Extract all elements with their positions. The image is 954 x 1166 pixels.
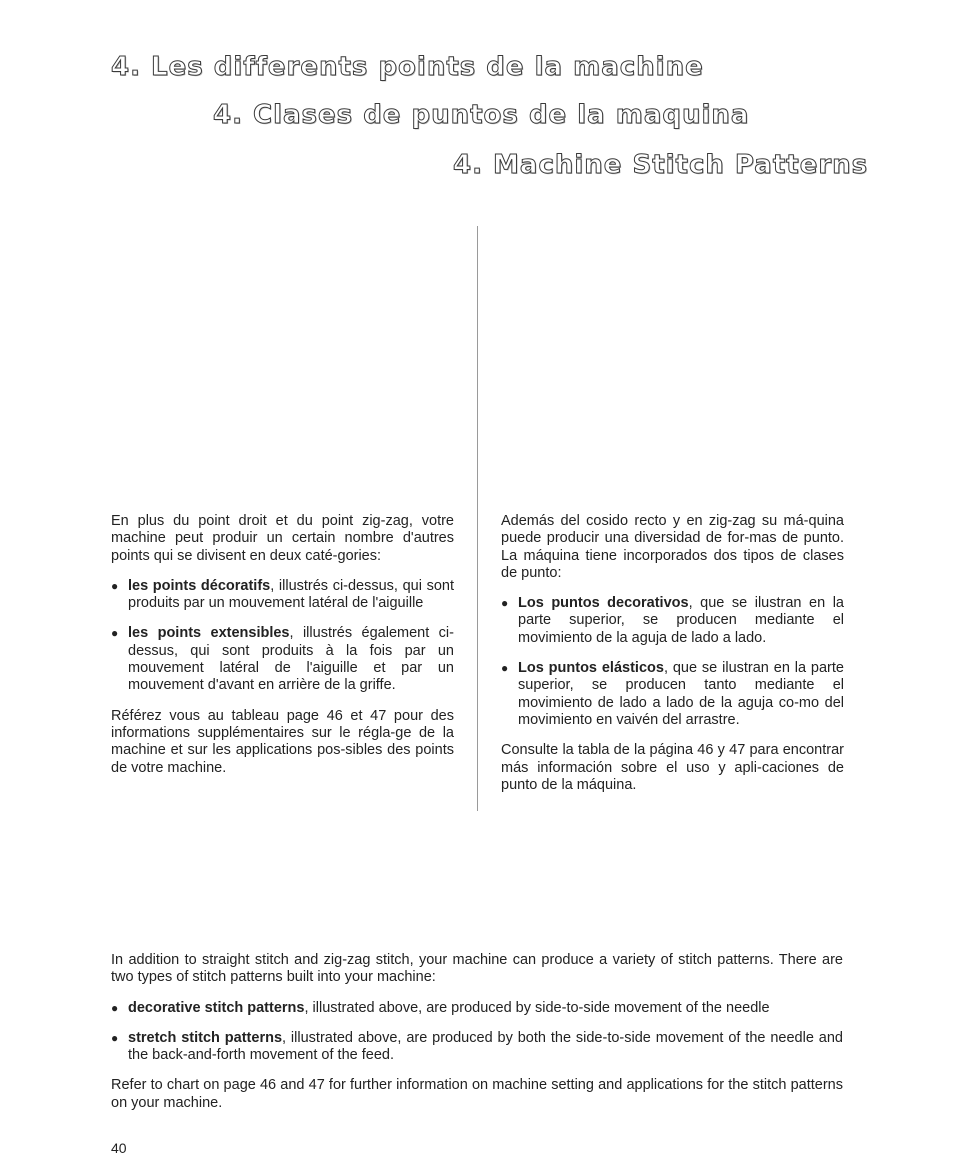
title-french: 4. Les differents points de la machine bbox=[111, 52, 704, 82]
spanish-bullet1-text: , que se ilustran en la parte superior, se producen mediante el movimiento de la aguja de lado a lado. bbox=[518, 595, 844, 646]
bullet-icon: ● bbox=[111, 1030, 119, 1045]
spanish-bullet-stretch bbox=[501, 660, 844, 729]
spanish-bullet-decorative bbox=[501, 595, 844, 647]
english-closing: Refer to chart on page 46 and 47 for further information on machine setting and applications for the stitch patterns on your machine. bbox=[111, 1077, 843, 1111]
spanish-bullet2-text: , que se ilustran en la parte superior, se producen tanto mediante el movimiento de lado a lado de la aguja co-mo del movimiento en vaivén del arrastre. bbox=[518, 660, 844, 728]
bullet-icon: ● bbox=[501, 596, 509, 611]
title-english: 4. Machine Stitch Patterns bbox=[453, 150, 869, 180]
bullet-icon: ● bbox=[501, 661, 509, 676]
french-bullet1-text: , illustrés ci-dessus, qui sont produits par un mouvement latéral de l'aiguille bbox=[128, 577, 454, 612]
bullet-icon: ● bbox=[111, 626, 119, 641]
french-closing: Référez vous au tableau page 46 et 47 pour des informations supplémentaires sur le régla-ge de la machine et sur les applications pos-sibles des points de votre machine. bbox=[111, 707, 454, 776]
english-intro: In addition to straight stitch and zig-zag stitch, your machine can produce a variety of stitch patterns. There are two types of stitch patterns built into your machine: bbox=[111, 952, 843, 986]
french-intro: En plus du point droit et du point zig-zag, votre machine peut produir un certain nombre d'autres points qui se divisent en deux caté-gories: bbox=[111, 513, 454, 564]
english-bullet-stretch bbox=[111, 1030, 843, 1065]
bullet-icon: ● bbox=[111, 1000, 119, 1015]
french-bullet-decorative bbox=[111, 578, 454, 613]
french-bullet2-term: les points extensibles bbox=[128, 625, 290, 642]
spanish-closing: Consulte la tabla de la página 46 y 47 para encontrar más información sobre el uso y apli-caciones de punto de la máquina. bbox=[501, 742, 844, 793]
french-column bbox=[111, 513, 454, 790]
english-section bbox=[111, 952, 843, 1125]
english-bullet2-term: stretch stitch patterns bbox=[128, 1029, 283, 1046]
english-bullet1-text: , illustrated above, are produced by side-to-side movement of the needle bbox=[304, 999, 770, 1016]
french-bullet2-text: , illustrés également ci-dessus, qui sont produits à la fois par un mouvement latéral de l'aiguille et par un mouvement d'avant en arrière de la griffe. bbox=[128, 625, 454, 694]
english-bullet-decorative bbox=[111, 1000, 843, 1017]
column-divider bbox=[477, 226, 478, 811]
bullet-icon: ● bbox=[111, 578, 119, 593]
page-number: 40 bbox=[111, 1140, 127, 1156]
french-bullet-stretch bbox=[111, 625, 454, 694]
spanish-bullet1-term: Los puntos decorativos bbox=[518, 595, 689, 612]
english-bullet1-term: decorative stitch patterns bbox=[128, 999, 305, 1016]
spanish-column bbox=[501, 513, 844, 807]
spanish-intro: Además del cosido recto y en zig-zag su má-quina puede producir una diversidad de for-mas de punto. La máquina tiene incorporados dos tipos de clases de punto: bbox=[501, 513, 844, 581]
spanish-bullet2-term: Los puntos elásticos bbox=[518, 660, 664, 677]
title-spanish: 4. Clases de puntos de la maquina bbox=[213, 100, 750, 130]
french-bullet1-term: les points décoratifs bbox=[128, 577, 271, 594]
english-bullet2-text: , illustrated above, are produced by both the side-to-side movement of the needle and the back-and-forth movement of the feed. bbox=[128, 1029, 843, 1064]
